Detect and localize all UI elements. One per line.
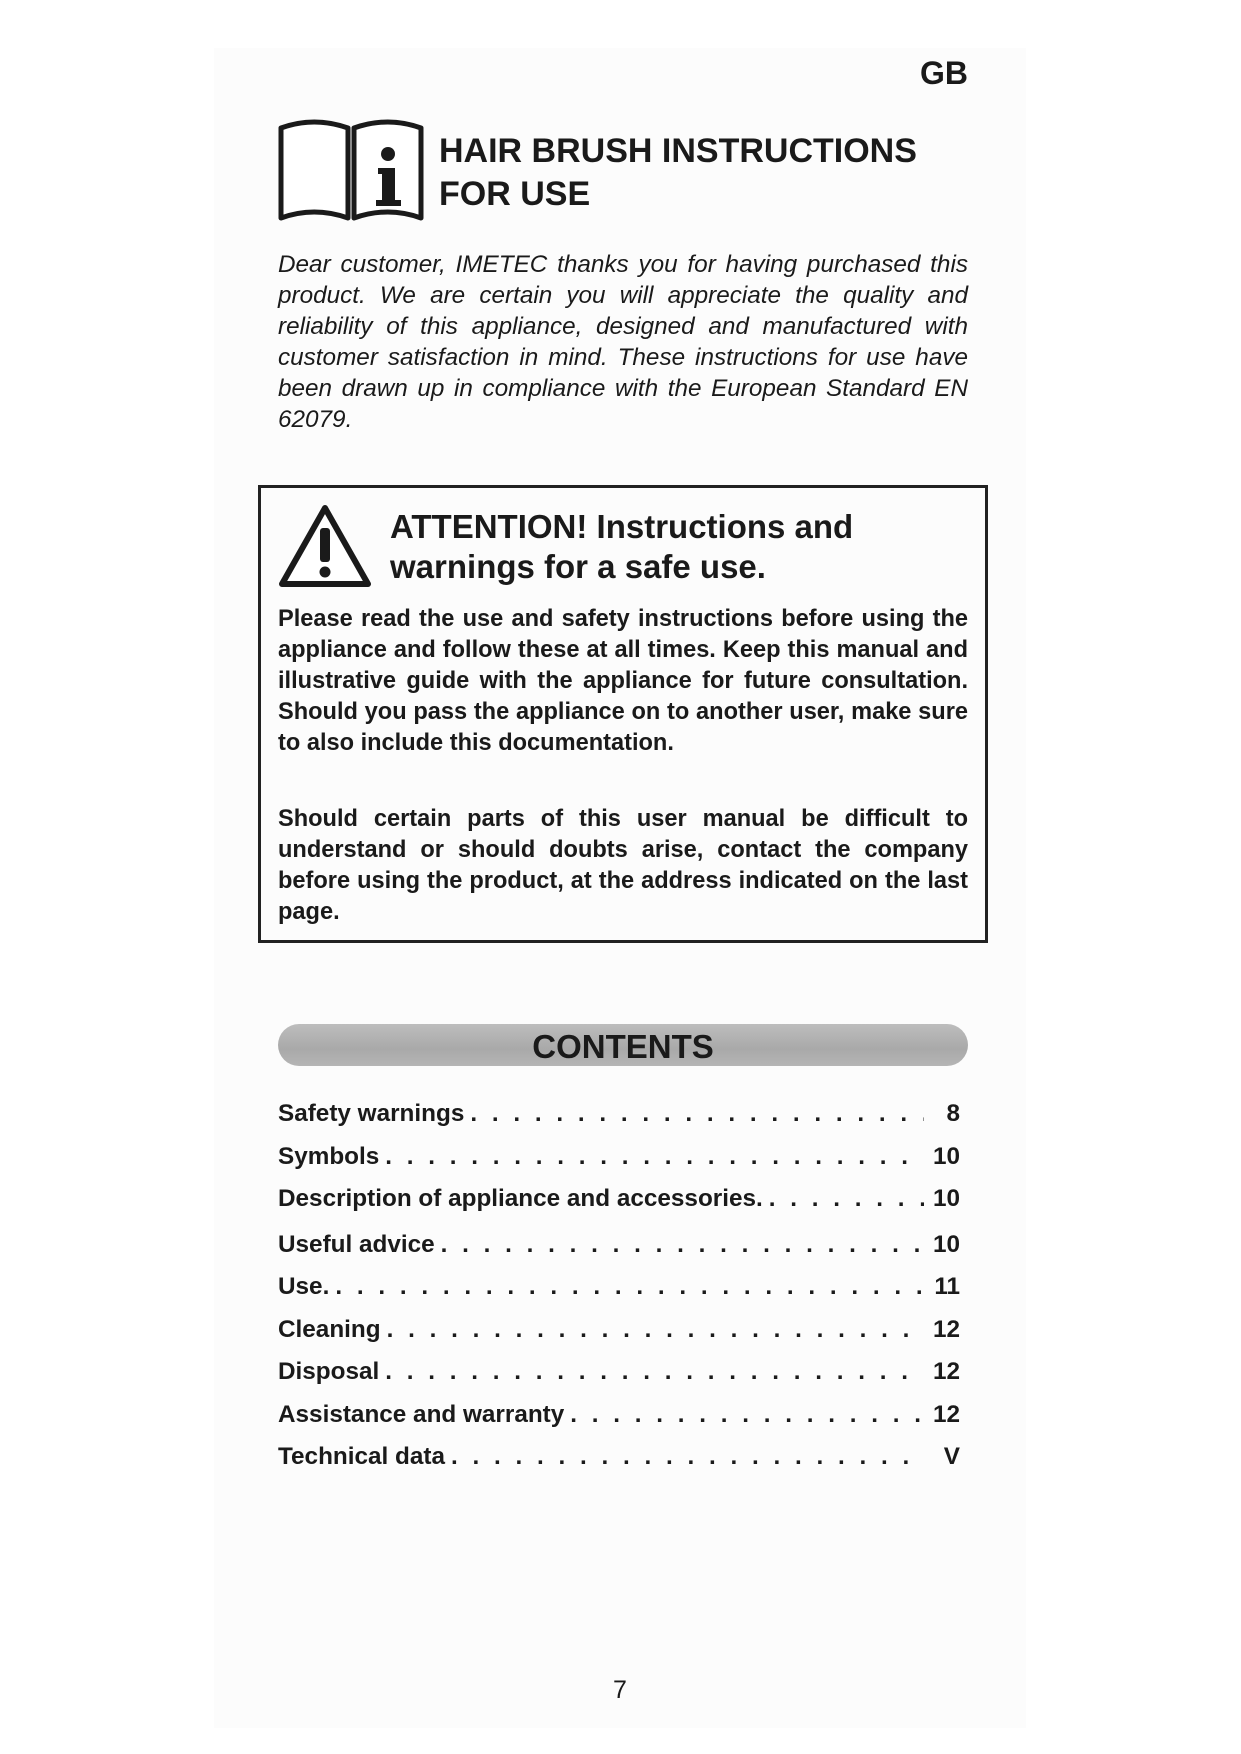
toc-entry-page: 12: [932, 1358, 960, 1385]
attention-paragraph-1: Please read the use and safety instructions before using the appliance and follow these at all times. Keep this manual and illustrative guide with the appliance for future consultation. Should you pass the appliance on to another user, make sure to also include this documentation.: [278, 606, 968, 756]
toc-leader-dots: [570, 1400, 924, 1430]
toc-entry-description: [278, 1184, 968, 1214]
toc-entry-page: 12: [932, 1316, 960, 1343]
contents-heading: CONTENTS: [532, 1028, 714, 1065]
toc-entry-assistance-warranty: [278, 1400, 968, 1430]
language-code: GB: [920, 55, 968, 91]
toc-entry-label: Symbols: [278, 1143, 380, 1170]
toc-entry-page: 10: [932, 1185, 960, 1212]
attention-heading: [390, 507, 853, 587]
page-title: [439, 130, 917, 216]
toc-entry-useful-advice: [278, 1230, 968, 1260]
attention-heading-line2: warnings for a safe use.: [390, 548, 766, 585]
toc-leader-dots: [385, 1142, 924, 1172]
intro-paragraph: Dear customer, IMETEC thanks you for having purchased this product. We are certain you will appreciate the quality and reliability of this appliance, designed and manufactured with customer satisfaction in mind. These instructions for use have been drawn up in compliance with the European Standard EN 62079.: [278, 251, 968, 433]
toc-leader-dots: [441, 1230, 924, 1260]
toc-leader-dots: [387, 1315, 924, 1345]
toc-entry-label: Cleaning: [278, 1316, 381, 1343]
attention-heading-line1: ATTENTION! Instructions and: [390, 508, 854, 545]
toc-entry-label: Safety warnings: [278, 1100, 465, 1127]
warning-triangle-icon: [278, 503, 372, 589]
toc-leader-dots: [385, 1357, 924, 1387]
toc-entry-technical-data: [278, 1442, 968, 1472]
toc-leader-dots: [470, 1099, 924, 1129]
toc-leader-dots: [335, 1272, 924, 1302]
toc-entry-page: 11: [934, 1273, 960, 1300]
toc-entry-label: Description of appliance and accessories.: [278, 1185, 763, 1212]
toc-entry-page: 12: [932, 1401, 960, 1428]
toc-entry-label: Useful advice: [278, 1231, 435, 1258]
toc-entry-page: 10: [932, 1231, 960, 1258]
toc-entry-page: V: [943, 1443, 960, 1470]
page-title-line2: FOR USE: [439, 175, 591, 213]
toc-entry-label: Use.: [278, 1273, 330, 1300]
toc-entry-cleaning: [278, 1315, 968, 1345]
toc-entry-safety-warnings: [278, 1099, 968, 1129]
toc-entry-symbols: [278, 1142, 968, 1172]
info-book-icon: [278, 118, 424, 224]
toc-entry-page: 10: [932, 1143, 960, 1170]
toc-entry-label: Disposal: [278, 1358, 380, 1385]
toc-entry-page: 8: [946, 1100, 960, 1127]
toc-entry-disposal: [278, 1357, 968, 1387]
page-number: 7: [613, 1676, 627, 1704]
toc-entry-label: Assistance and warranty: [278, 1401, 565, 1428]
toc-leader-dots: [769, 1184, 924, 1214]
toc-entry-label: Technical data: [278, 1443, 445, 1470]
page-title-line1: HAIR BRUSH INSTRUCTIONS: [439, 132, 917, 170]
toc-leader-dots: [451, 1442, 924, 1472]
toc-entry-use: [278, 1272, 968, 1302]
attention-paragraph-2: Should certain parts of this user manual be difficult to understand or should doubts arise, contact the company before using the product, at the address indicated on the last page.: [278, 806, 968, 925]
